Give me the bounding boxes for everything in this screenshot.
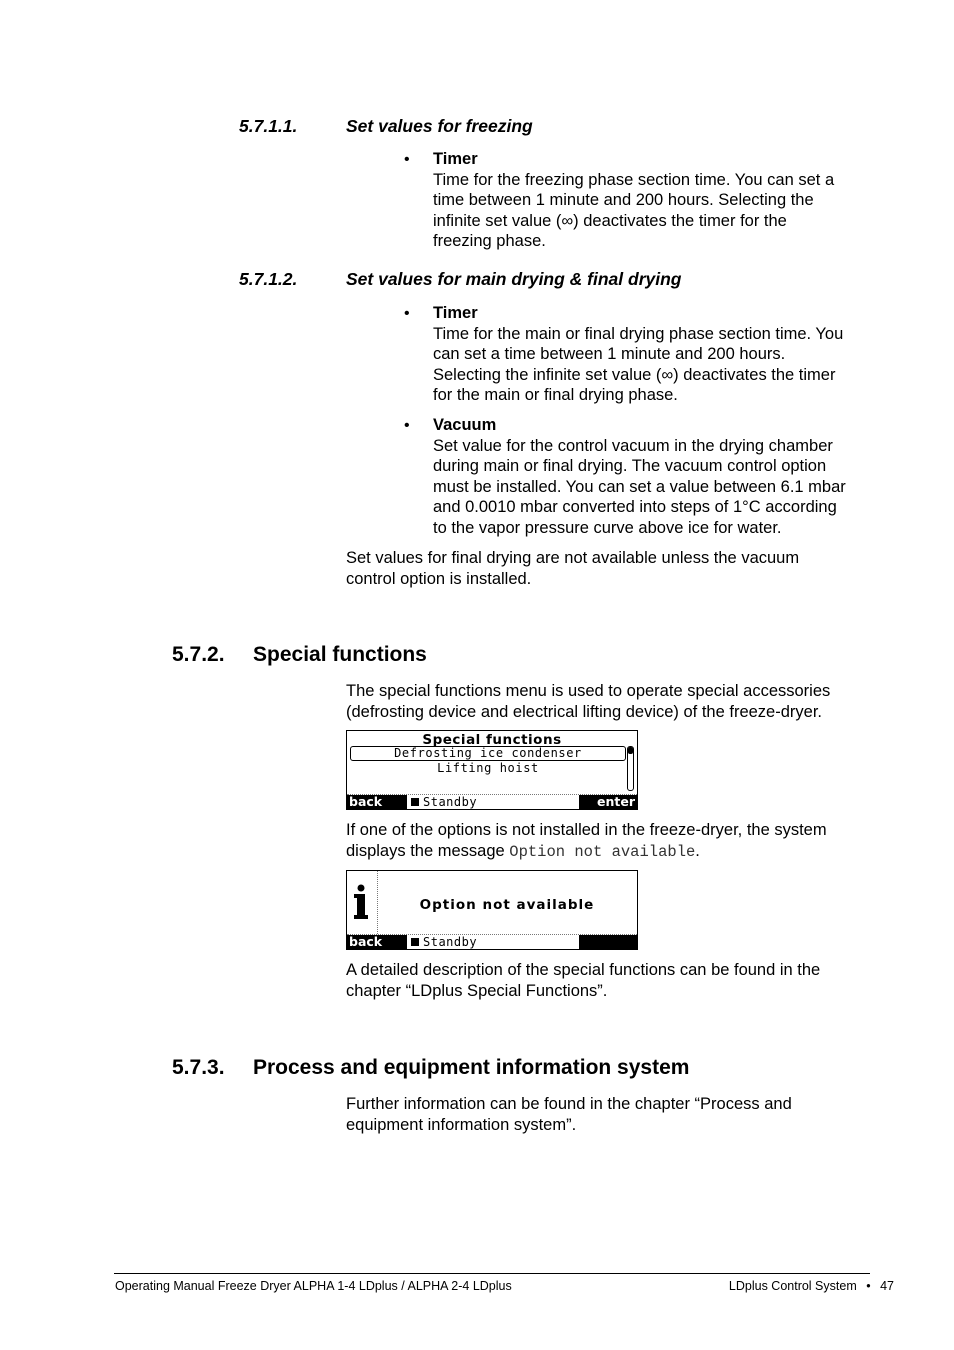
line: to the vapor pressure curve above ice for water. [433,518,782,537]
line: can set a time between 1 minute and 200 hours. [433,345,786,363]
lcd-title: Special functions [422,732,562,748]
outro-paragraph [346,960,886,1001]
item-label: Timer [433,304,478,322]
lcd-message: Option not available [419,897,595,913]
line: infinite set value (∞) deactivates the timer for the [433,211,787,230]
section-number: 5.7.1.1. [239,116,298,136]
line: Time for the main or final drying phase section time. You [433,324,844,343]
line: time between 1 minute and 200 hours. Selecting the [433,191,814,209]
line-text: . [695,841,700,860]
lcd-softkey-bar [347,794,637,809]
section-number: 5.7.2. [172,643,225,666]
footer-title: Operating Manual Freeze Dryer ALPHA 1-4 LDplus / ALPHA 2-4 LDplus [115,1279,512,1293]
line: chapter “LDplus Special Functions”. [346,981,608,1000]
line: If one of the options is not installed in the freeze-dryer, the system [346,821,827,839]
footer-rule [114,1273,870,1274]
line: freezing phase. [433,232,546,250]
footer-bullet-icon: • [866,1279,871,1293]
status-indicator [411,795,477,809]
menu-item-defrosting[interactable]: Defrosting ice condenser [394,746,582,760]
section-title: Set values for main drying & final drying [346,269,682,289]
mid-paragraph [346,820,886,862]
code-message: Option not available [509,842,696,861]
footer-right [729,1276,894,1297]
line: equipment information system”. [346,1115,577,1134]
footer-chapter: LDplus Control System [728,1279,857,1293]
line: Set values for final drying are not available unless the vacuum [346,549,800,567]
info-icon-glyph [347,871,377,934]
line: for the main or final drying phase. [433,386,678,404]
line [346,841,886,863]
lcd-softkey-bar [347,934,637,949]
status-text: Standby [423,935,478,949]
section-title: Special functions [253,643,427,666]
intro-paragraph [346,681,886,722]
vacuum-block [433,415,883,538]
section-number: 5.7.1.2. [239,269,298,289]
status-indicator [411,935,477,949]
item-label: Vacuum [433,416,497,434]
line: A detailed description of the special functions can be found in the [346,961,821,979]
item-label: Timer [433,150,478,168]
scrollbar[interactable] [627,746,634,791]
line: (defrosting device and electrical lifting device) of the freeze-dryer. [346,702,822,721]
note-paragraph [346,548,886,589]
line: during main or final drying. The vacuum control option [433,457,827,475]
line: The special functions menu is used to operate special accessories [346,682,831,700]
timer-block [433,303,883,406]
line: Further information can be found in the chapter “Process and [346,1095,792,1113]
line: Time for the freezing phase section time. You can set a [433,170,835,189]
section-title: Process and equipment information system [253,1056,690,1079]
line: Selecting the infinite set value (∞) deactivates the timer [433,365,836,384]
lcd-screen-special-functions [346,730,638,810]
line: must be installed. You can set a value between 6.1 mbar [433,477,846,496]
enter-softkey[interactable]: enter [579,795,637,809]
line: Set value for the control vacuum in the drying chamber [433,436,833,455]
line: control option is installed. [346,569,532,588]
section-title: Set values for freezing [346,116,533,136]
section-number: 5.7.3. [172,1056,225,1079]
empty-softkey[interactable] [579,935,637,949]
lcd-screen-option-not-available [346,870,638,950]
scrollbar-thumb[interactable] [628,747,633,754]
page-number: 47 [880,1279,894,1293]
bullet: • [404,151,410,168]
bullet: • [404,417,410,434]
bullet: • [404,305,410,322]
standby-square-icon [411,798,419,806]
info-icon [347,871,378,934]
timer-block [433,149,883,252]
line: and 0.0010 mbar converted into steps of 1°C according [433,498,837,516]
line-text: displays the message [346,841,510,860]
menu-item-lifting-hoist[interactable]: Lifting hoist [437,761,539,775]
back-softkey[interactable]: back [347,795,407,809]
back-softkey[interactable]: back [347,935,407,949]
standby-square-icon [411,938,419,946]
info-paragraph [346,1094,886,1135]
status-text: Standby [423,795,478,809]
